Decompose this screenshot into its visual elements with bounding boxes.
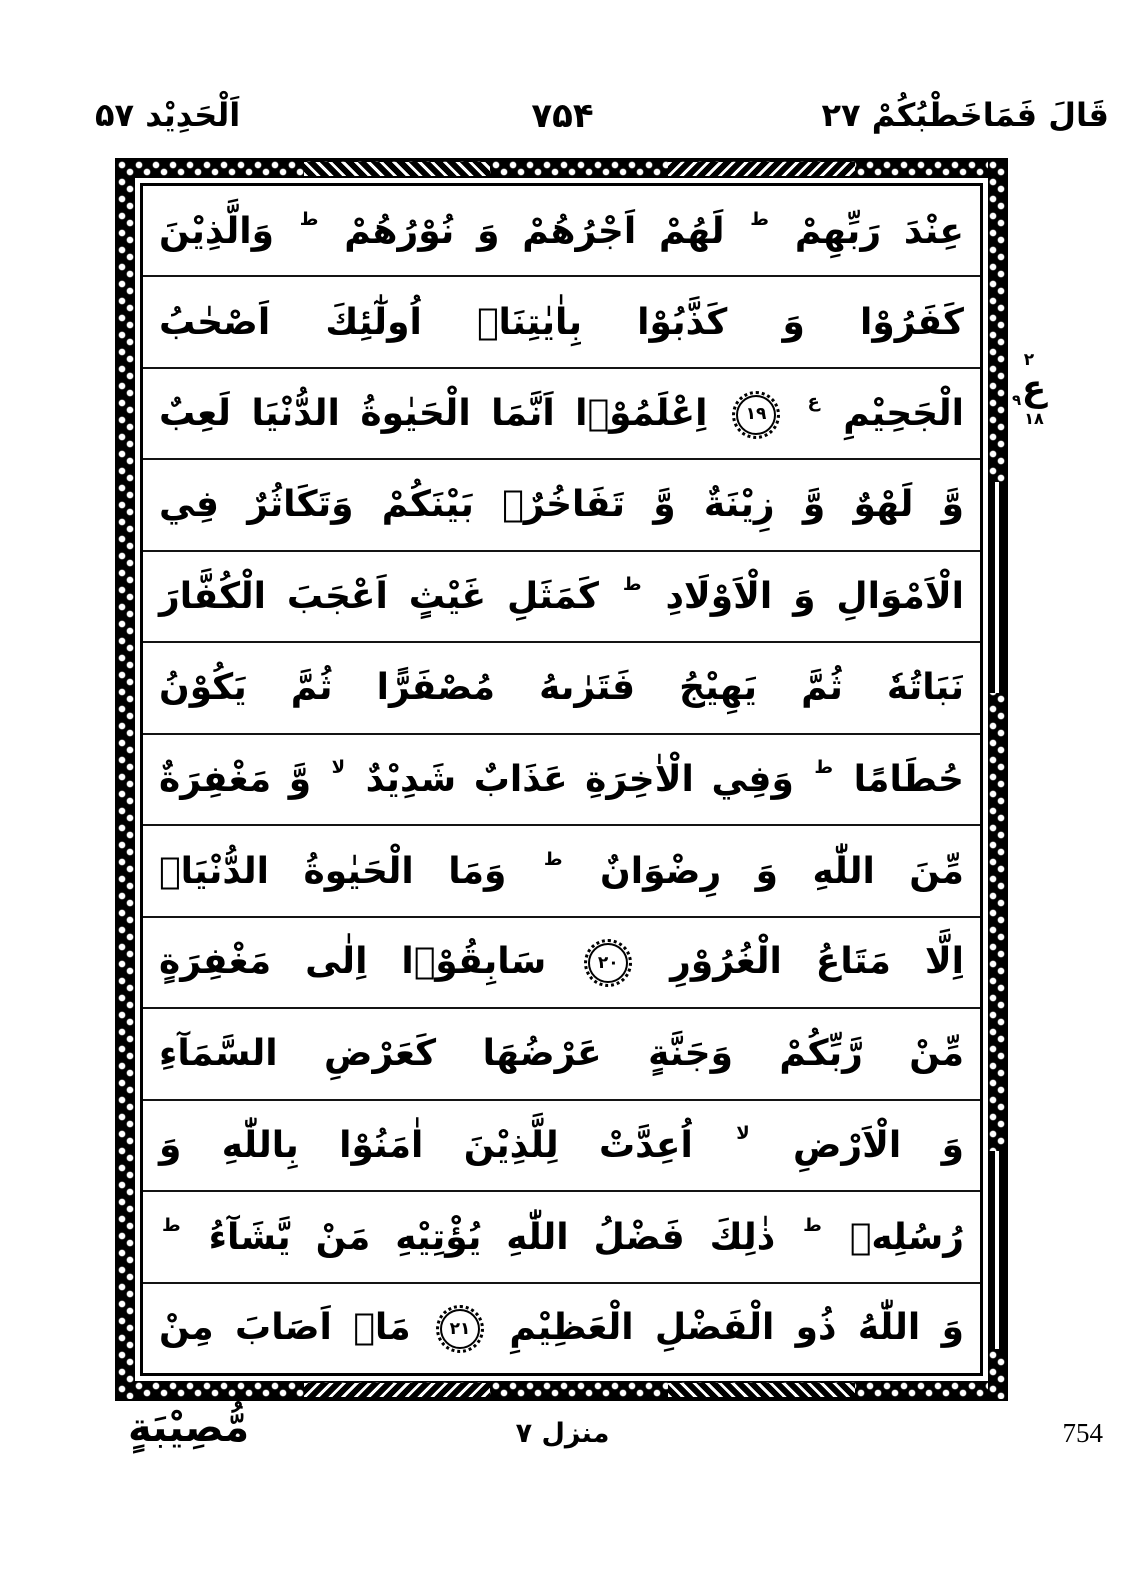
ayah-text: نَبَاتُهٗ ثُمَّ يَهِيْجُ فَتَرٰىهُ مُصْفَرًّا ثُمَّ يَكُوْنُ [159, 667, 964, 709]
ayah-text: وَ الْاَرْضِ [792, 1125, 964, 1167]
ayah-text: كَمَثَلِ غَيْثٍ اَعْجَبَ الْكُفَّارَ [159, 576, 599, 618]
ayah-count: ۹ [1012, 391, 1022, 410]
ayah-text: وَّ مَغْفِرَةٌ [159, 759, 312, 801]
waqf-mark: ط [162, 1214, 181, 1236]
ruku-marker [1012, 352, 1056, 427]
ornament-border-top [117, 160, 1006, 178]
quran-line [143, 552, 980, 643]
page-number-bottom: 754 [1062, 1418, 1103, 1448]
ruku-count: ۲ [1023, 350, 1035, 370]
ayah-text: الْاَمْوَالِ وَ الْاَوْلَادِ [665, 576, 964, 618]
ain-symbol: ع ۹ [1012, 368, 1047, 410]
waqf-mark: ط [814, 757, 834, 779]
rope-ornament [304, 1383, 491, 1397]
quran-line [143, 460, 980, 551]
ayah-line-text [159, 1216, 964, 1258]
rope-ornament [668, 1383, 855, 1397]
ayah-number-medallion: ۲۰ [588, 943, 628, 983]
ornament-border-right [988, 160, 1006, 1399]
ayah-line-text [159, 1124, 964, 1166]
ayah-text: مِّنْ رَّبِّكُمْ وَجَنَّةٍ عَرْضُهَا كَعَرْضِ السَّمَآءِ [159, 1033, 964, 1075]
stripe-ornament [988, 1151, 1006, 1349]
ayah-line-text [159, 575, 964, 617]
ayah-line-text [159, 1307, 964, 1349]
ayah-text: اِعْلَمُوْۤا اَنَّمَا الْحَيٰوةُ الدُّنْيَا لَعِبٌ [159, 393, 708, 435]
ayah-line-text [159, 758, 964, 800]
quran-line [143, 277, 980, 368]
ayah-text: وَ اللّٰهُ ذُو الْفَضْلِ الْعَظِيْمِ [509, 1307, 964, 1349]
ayah-line-text [159, 667, 964, 708]
ayah-text: وَفِي الْاٰخِرَةِ عَذَابٌ شَدِيْدٌ [365, 759, 794, 801]
ayah-text: اِلَّا مَتَاعُ الْغُرُوْرِ [670, 941, 965, 983]
ayah-line-text [159, 1033, 964, 1074]
ayah-text: مِّنَ اللّٰهِ وَ رِضْوَانٌ [600, 850, 964, 892]
ayah-text: ذٰلِكَ فَضْلُ اللّٰهِ يُؤْتِيْهِ مَنْ يَّشَآءُ [208, 1216, 776, 1258]
stripe-ornament [988, 482, 1006, 693]
ayah-line-text [159, 302, 964, 343]
ayah-text: الْجَحِيْمِ [843, 393, 964, 435]
ayah-text: مَاۤ اَصَابَ مِنْ [159, 1307, 411, 1349]
catchword: مُّصِيْبَةٍ [128, 1405, 250, 1451]
ayah-text: لَهُمْ اَجْرُهُمْ وَ نُوْرُهُمْ [344, 210, 725, 252]
ayah-line-text [159, 941, 964, 983]
waqf-mark: لا [331, 757, 346, 779]
waqf-mark: ط [803, 1214, 822, 1236]
waqf-mark: ط [299, 208, 319, 230]
ayah-text: وَمَا الْحَيٰوةُ الدُّنْيَاۤ [159, 850, 507, 892]
quran-line [143, 826, 980, 917]
ornament-border-left [117, 160, 135, 1399]
surah-title: اَلْحَدِيْد ۵۷ [95, 96, 241, 134]
quran-line [143, 1284, 980, 1373]
waqf-mark: ط [543, 848, 563, 870]
ayah-text: كَفَرُوْا وَ كَذَّبُوْا بِاٰيٰتِنَاۤ اُولٰٓئِكَ اَصْحٰبُ [159, 301, 964, 343]
rope-ornament [668, 162, 855, 176]
quran-line [143, 369, 980, 460]
juz-ruku-count: ۱۸ [1024, 408, 1044, 428]
quran-lines [140, 183, 983, 1376]
ayah-line-text [159, 850, 964, 892]
ornament-border-bottom [117, 1381, 1006, 1399]
ayah-number-medallion: ۲۱ [440, 1309, 480, 1349]
waqf-mark: ع [807, 391, 820, 413]
manzil-label: منزل ۷ [515, 1418, 610, 1449]
ayah-text: حُطَامًا [853, 759, 964, 801]
quran-line [143, 1009, 980, 1100]
quran-line [143, 1192, 980, 1283]
quran-text-frame [115, 158, 1008, 1401]
ayah-line-text [159, 210, 964, 252]
quran-line [143, 186, 980, 277]
waqf-mark: ط [622, 574, 642, 596]
quran-line [143, 735, 980, 826]
rope-ornament [304, 162, 491, 176]
waqf-mark: لا [736, 1123, 750, 1145]
ayah-line-text [159, 392, 964, 435]
waqf-mark: ط [750, 208, 769, 230]
juz-title: قَالَ فَمَاخَطْبُكُمْ ۲۷ [821, 96, 1109, 134]
quran-line [143, 918, 980, 1009]
ayah-text: وَّ لَهْوٌ وَّ زِيْنَةٌ وَّ تَفَاخُرٌۢ بَيْنَكُمْ وَتَكَاثُرٌ فِي [159, 484, 964, 526]
quran-line [143, 1101, 980, 1192]
ayah-text: عِنْدَ رَبِّهِمْ [794, 210, 964, 252]
ayah-number-medallion: ۱۹ [736, 395, 776, 435]
ayah-text: اُعِدَّتْ لِلَّذِيْنَ اٰمَنُوْا بِاللّٰهِ وَ [159, 1125, 693, 1167]
ayah-line-text [159, 484, 964, 525]
page-number-top: ۷۵۴ [531, 96, 594, 136]
ayah-text: سَابِقُوْۤا اِلٰى مَغْفِرَةٍ [159, 941, 547, 983]
ayah-text: وَالَّذِيْنَ [159, 210, 274, 252]
quran-line [143, 643, 980, 734]
ayah-text: رُسُلِهٖ [849, 1216, 964, 1258]
